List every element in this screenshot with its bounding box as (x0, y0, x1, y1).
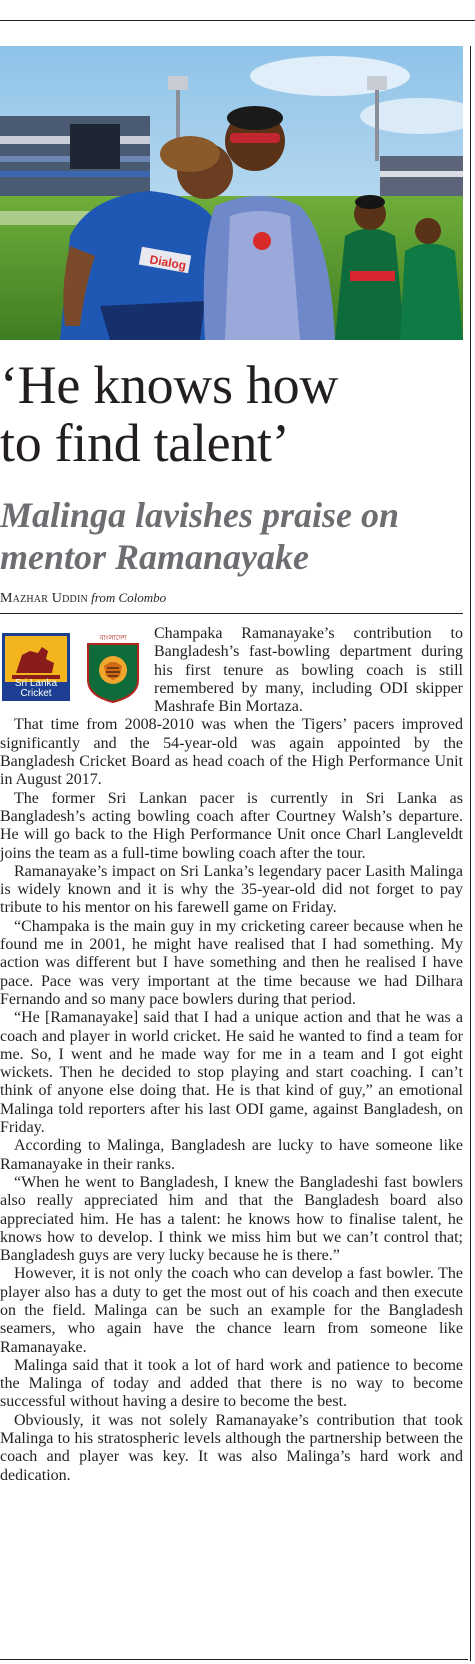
paragraph: However, it is not only the coach who can develop a fast bowler. The player also has a duty to get the most out of his coach and then execute on the field. Malinga can be such an example for the Bangladesh seamers, who again have the chance learn from someone like Ramanayake. (0, 1265, 463, 1356)
bangladesh-logo-text: বাংলাদেশ (99, 635, 127, 642)
byline-author: Mazhar Uddin (0, 591, 88, 606)
byline-rule (0, 613, 463, 614)
svg-text:Dialog: Dialog (148, 252, 188, 273)
subheadline (0, 494, 465, 578)
paragraph: Champaka Ramanayake’s contribution to Bangladesh’s fast-bowling department during his first tenure as bowling coach is still remembered by many, including ODI skipper Mashrafe Bin Mortaza. (154, 625, 463, 716)
bottom-rule (0, 1659, 468, 1660)
top-rule (0, 20, 475, 21)
headline-line-2: to find talent’ (0, 413, 290, 473)
paragraph: “Champaka is the main guy in my cricketing career because when he found me in 2001, he might have realised that I had something. My action was different but I have something and then he realised I have pace. Pace was very important at the time because we had Dilhara Fernando and so many pace bowlers during that period. (0, 917, 463, 1008)
team-logos (0, 625, 150, 707)
headline-line-1: ‘He knows how (0, 355, 339, 415)
headline (0, 356, 465, 472)
subheadline-line-1: Malinga lavishes praise on (0, 495, 400, 535)
subheadline-line-2: mentor Ramanayake (0, 537, 310, 577)
column-rule (470, 46, 471, 1661)
sri-lanka-logo-text: Sri Lanka Cricket (14, 678, 58, 699)
byline (0, 590, 166, 607)
byline-location: from Colombo (91, 590, 167, 605)
paragraph: “When he went to Bangladesh, I knew the Bangladeshi fast bowlers also really appreciated him and that the Bangladesh board also appreciated him. He has a talent: he knows how to finalise talent, he knows how to develop. I think we miss him but we can’t control that; Bangladesh guys are very lucky because he is there.” (0, 1173, 463, 1265)
paragraph: The former Sri Lankan pacer is currently in Sri Lanka as Bangladesh’s acting bowling coach after Courtney Walsh’s departure. He will go back to the High Performance Unit once Charl Langleveldt joins the team as a full-time bowling coach after the tour. (0, 789, 463, 862)
paragraph: That time from 2008-2010 was when the Tigers’ pacers improved significantly and the 54-year-old was again appointed by the Bangladesh Cricket Board as head coach of the High Performance Unit in August 2017. (0, 716, 463, 789)
paragraph: Malinga said that it took a lot of hard work and patience to become the Malinga of today and added that there is no way to become successful without having a desire to become the best. (0, 1356, 463, 1411)
article-body (0, 625, 463, 1485)
paragraph: According to Malinga, Bangladesh are lucky to have someone like Ramanayake in their ranks. (0, 1137, 463, 1173)
paragraph: Ramanayake’s impact on Sri Lanka’s legendary pacer Lasith Malinga is widely known and it is why the 35-year-old did not forget to pay tribute to his mentor on his farewell game on Friday. (0, 862, 463, 917)
article-photo (0, 46, 463, 340)
paragraph: Obviously, it was not solely Ramanayake’s contribution that took Malinga to his stratospheric levels although the partnership between the coach and player was key. It was also Malinga’s hard work and dedication. (0, 1411, 463, 1484)
paragraph: “He [Ramanayake] said that I had a unique action and that he was a coach and player in world cricket. He said he wanted to find a team for me. So, I went and he made way for me in a team and I got eight wickets. Then he decided to stop playing and start coaching. I can’t think of anyone else doing that. He is that kind of guy,” an emotional Malinga told reporters after his last ODI game, against Bangladesh, on Friday. (0, 1009, 463, 1137)
